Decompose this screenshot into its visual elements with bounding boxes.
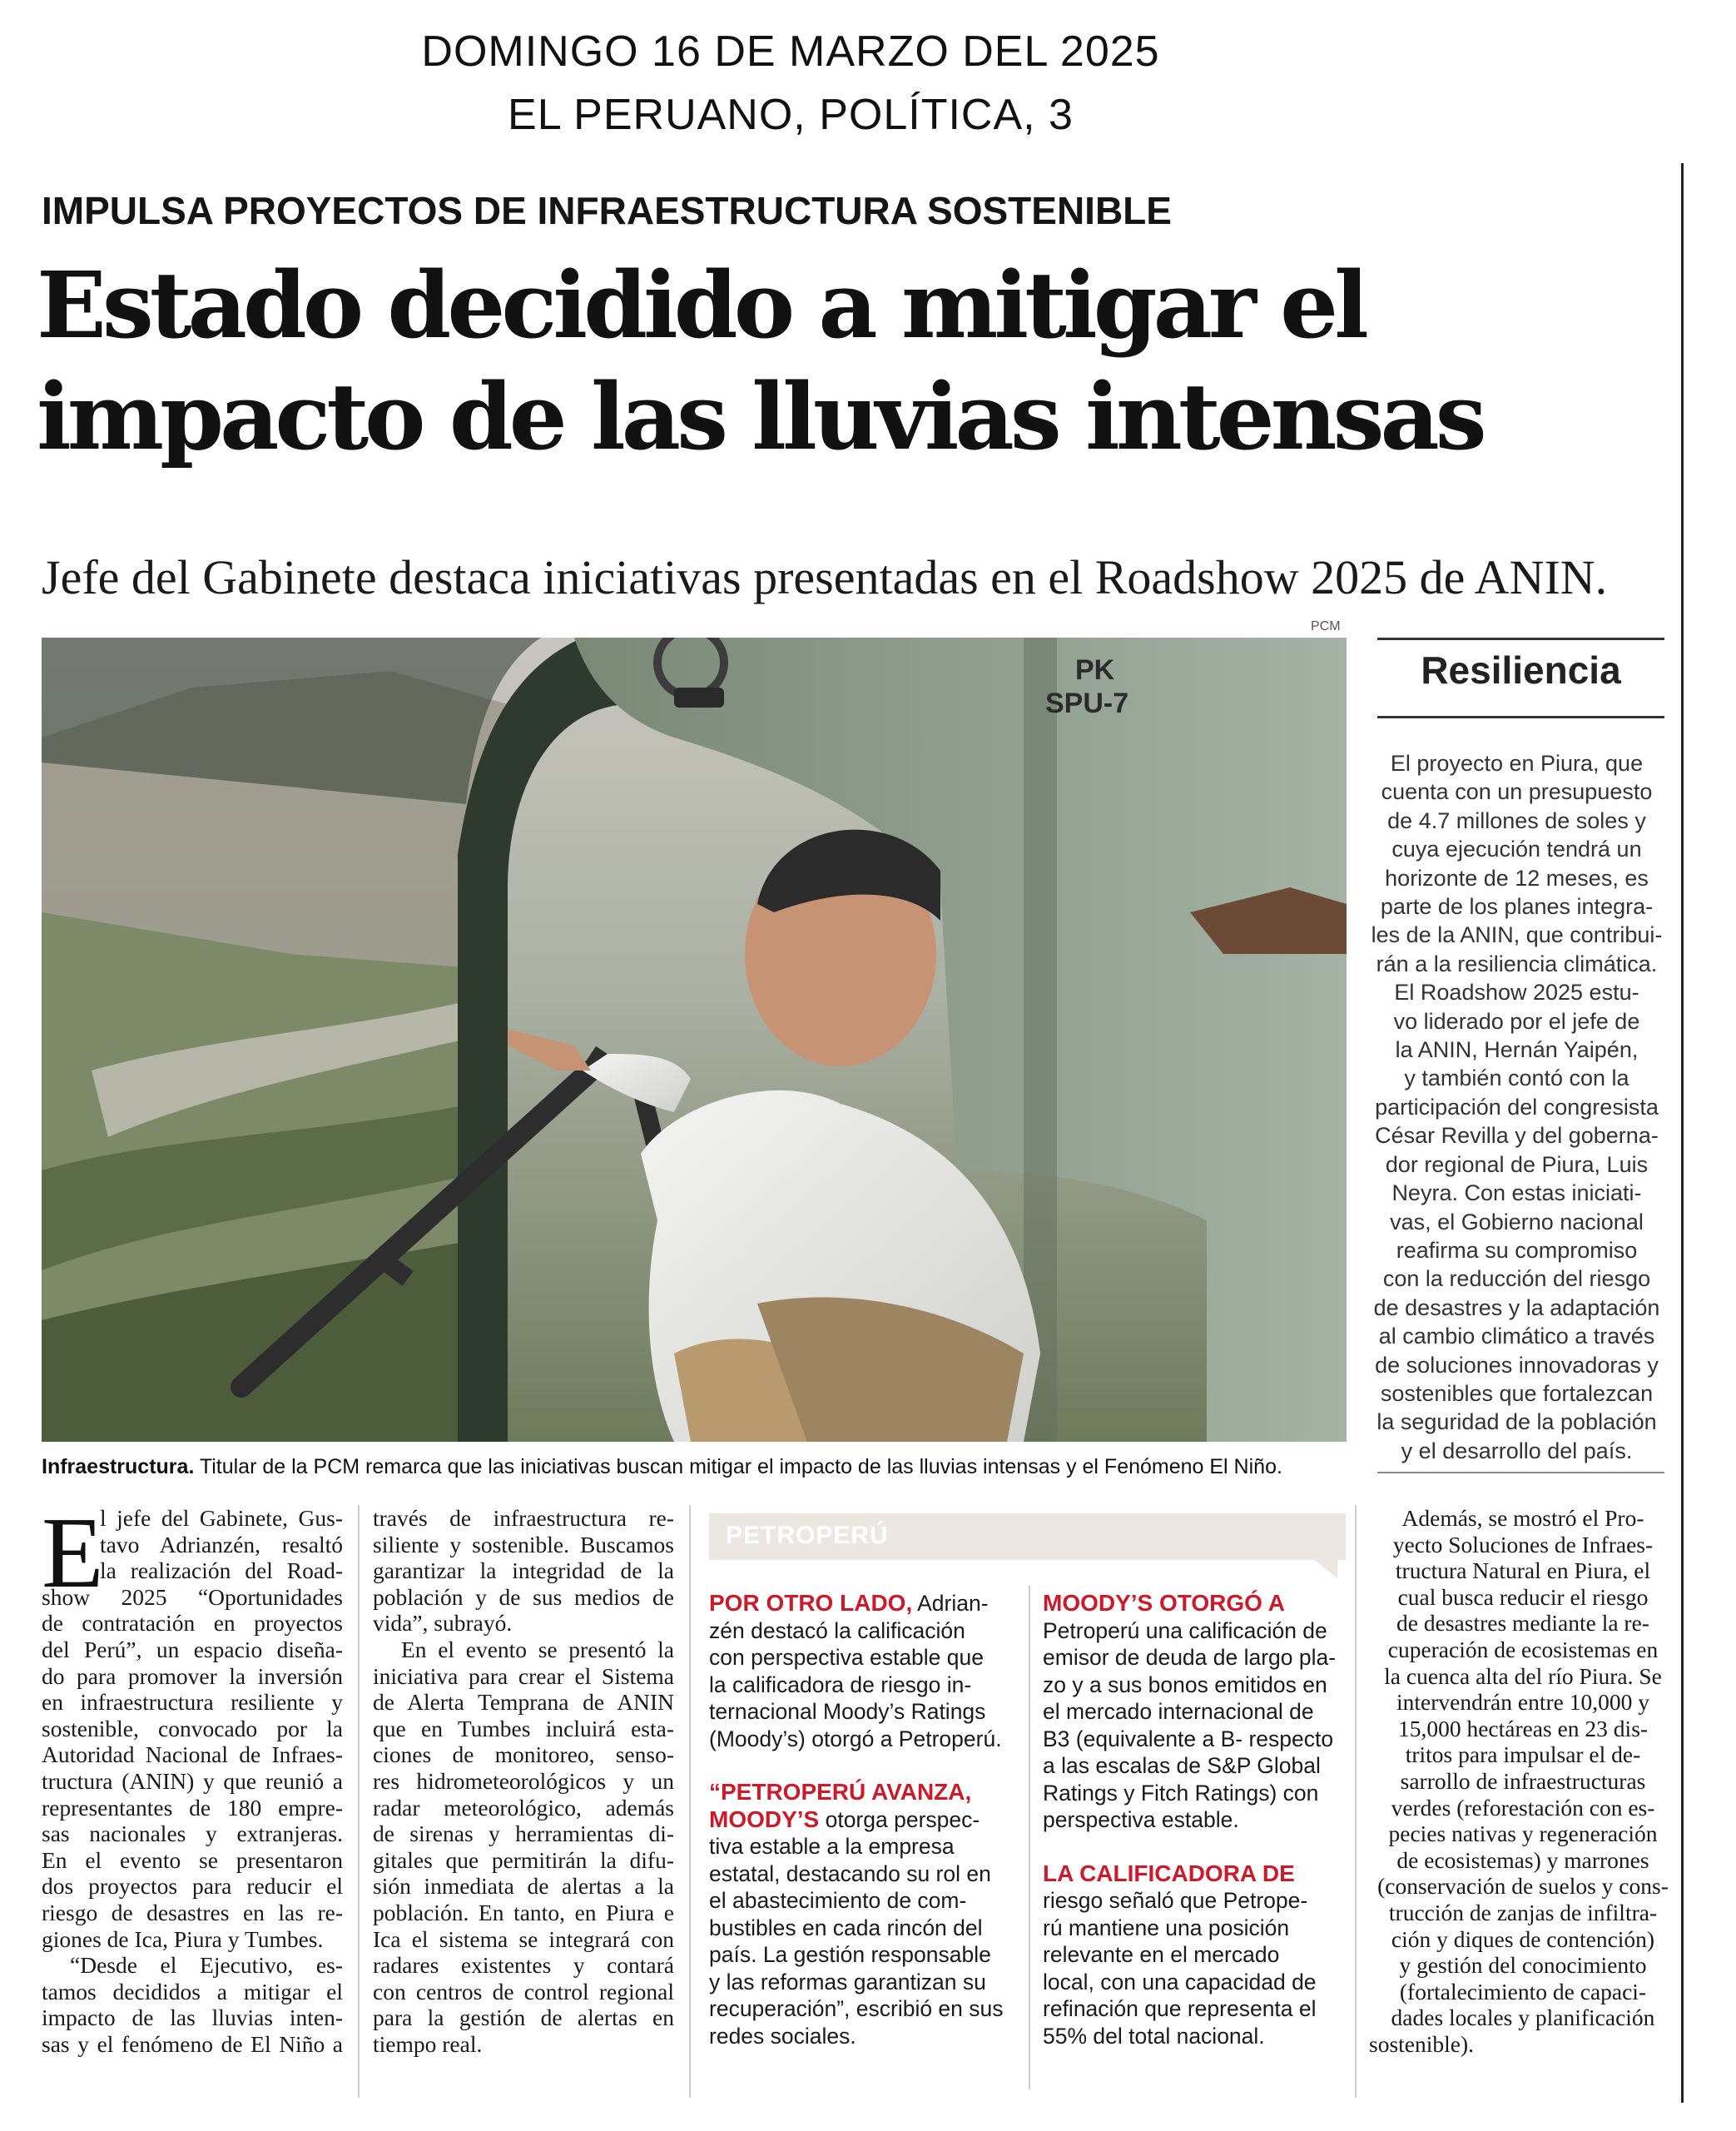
kicker: IMPULSA PROYECTOS DE INFRAESTRUCTURA SOSTENIBLE — [42, 189, 1172, 232]
petroperu-line: 55% del total nacional. — [1043, 2023, 1265, 2049]
body-line: y gestión del conocimiento — [1399, 1952, 1647, 1979]
sidebar-line: parte de los planes integra- — [1380, 894, 1654, 920]
petroperu-line: ternacional Moody’s Ratings — [709, 1699, 986, 1724]
sidebar-line: y también contó con la — [1404, 1066, 1629, 1091]
sidebar-line: dor regional de Piura, Luis — [1385, 1151, 1649, 1177]
sidebar-line: El proyecto en Piura, que — [1390, 751, 1644, 776]
petroperu-gap — [1043, 1834, 1336, 1860]
body-column-2 — [373, 1505, 674, 2057]
petroperu-tab — [709, 1513, 1346, 1560]
sidebar-line: reafirma su compromiso — [1396, 1237, 1638, 1263]
sidebar-rule-mid — [1377, 716, 1664, 718]
red-lead: MOODY’S — [709, 1806, 820, 1832]
body-line: Autoridad Nacional de Infraes- — [42, 1741, 343, 1768]
body-line: para la gestión de alertas en — [373, 2004, 674, 2031]
body-line: de desastres mediante la re- — [1396, 1610, 1649, 1637]
petroperu-line: recuperación”, escribió en sus — [709, 1996, 1004, 2021]
red-lead: “PETROPERÚ AVANZA, — [709, 1779, 972, 1805]
body-line: con centros de control regional — [373, 1978, 674, 2004]
body-line: riesgo de desastres en las re- — [42, 1899, 343, 1925]
sidebar-line: y el desarrollo del país. — [1401, 1438, 1633, 1463]
column-rule — [1355, 1505, 1357, 2098]
petroperu-column-1 — [709, 1590, 1004, 2049]
petroperu-line: (Moody’s) otorgó a Petroperú. — [709, 1726, 1002, 1751]
headline-line-2: impacto de las lluvias intensas — [37, 363, 1483, 470]
body-line: garantizar la integridad de la — [373, 1557, 674, 1584]
petroperu-gap — [709, 1752, 1004, 1779]
sidebar-line: cuenta con un presupuesto — [1381, 779, 1653, 805]
body-line: l jefe del Gabinete, Gus- — [100, 1505, 343, 1531]
sidebar-line: al cambio climático a través — [1378, 1324, 1655, 1349]
body-line: sostenible). — [1369, 2030, 1475, 2057]
petroperu-tab-notch — [1312, 1558, 1337, 1578]
sidebar-rule-top — [1377, 638, 1664, 640]
body-line: del Perú”, un espacio diseña- — [42, 1636, 343, 1662]
body-line: representantes de 180 empre- — [42, 1794, 343, 1821]
petroperu-line: estatal, destacando su rol en — [709, 1860, 991, 1886]
petroperu-line: tiva estable a la empresa — [709, 1834, 955, 1859]
body-line: show 2025 “Oportunidades — [42, 1583, 343, 1610]
petroperu-divider — [1029, 1586, 1030, 2089]
body-line: cuperación de ecosistemas en — [1387, 1636, 1659, 1662]
sidebar-line: vo liderado por el jefe de — [1393, 1008, 1640, 1034]
body-line: dades locales y planificación — [1391, 2004, 1655, 2031]
body-line: res hidrometeorológicos y un — [373, 1767, 674, 1794]
body-line: de sirenas y herramientas di- — [373, 1821, 674, 1847]
body-line: “Desde el Ejecutivo, es- — [70, 1952, 343, 1979]
body-line: En el evento se presentó la — [401, 1636, 674, 1662]
body-line: yecto Soluciones de Infraes- — [1392, 1531, 1654, 1557]
body-column-4 — [1369, 1505, 1677, 2057]
column-rule — [689, 1505, 691, 2098]
body-line: sas nacionales y extranjeras. — [42, 1821, 343, 1847]
body-line: población. En tanto, en Piura e — [373, 1899, 674, 1925]
body-line: cual busca reducir el riesgo — [1397, 1583, 1649, 1610]
sidebar-line: César Revilla y del goberna- — [1375, 1123, 1659, 1149]
red-lead: LA CALIFICADORA DE — [1043, 1860, 1295, 1886]
sidebar-line: con la reducción del riesgo — [1382, 1266, 1651, 1292]
red-lead: MOODY’S OTORGÓ A — [1043, 1590, 1285, 1616]
petroperu-line: local, con una capacidad de — [1043, 1969, 1317, 1994]
body-line: la realización del Road- — [100, 1557, 343, 1584]
photo-credit: PCM — [1311, 619, 1341, 633]
date-line: DOMINGO 16 DE MARZO DEL 2025 — [421, 27, 1160, 76]
body-line: de contratación en proyectos — [42, 1610, 343, 1637]
petroperu-line: con perspectiva estable que — [709, 1645, 984, 1670]
petroperu-line: redes sociales. — [709, 2023, 856, 2049]
petroperu-line: bustibles en cada rincón del — [709, 1915, 983, 1940]
hull-marking-spu7: SPU-7 — [1045, 688, 1129, 719]
headline — [37, 250, 1684, 473]
body-line: través de infraestructura re- — [373, 1505, 674, 1531]
body-line: sarrollo de infraestructuras — [1400, 1767, 1646, 1794]
body-line: que en Tumbes incluirá esta- — [373, 1715, 674, 1741]
petroperu-line: el abastecimiento de com- — [709, 1888, 967, 1913]
body-line: población y de sus medios de — [373, 1583, 674, 1610]
sidebar-text — [1365, 749, 1669, 1465]
petroperu-line: zo y a sus bonos emitidos en — [1043, 1672, 1327, 1697]
body-line: giones de Ica, Piura y Tumbes. — [42, 1925, 324, 1952]
body-line: pecies nativas y regeneración — [1388, 1821, 1658, 1847]
body-line: Además, se mostró el Pro- — [1401, 1505, 1644, 1531]
sidebar-line: les de la ANIN, que contribui- — [1371, 922, 1663, 948]
headline-line-1: Estado decidido a mitigar el — [37, 251, 1365, 359]
body-line: en infraestructura resiliente y — [42, 1689, 343, 1716]
sidebar-title: Resiliencia — [1421, 648, 1621, 692]
body-line: iniciativa para crear el Sistema — [373, 1662, 674, 1689]
body-line: sión inmediata de alertas a la — [373, 1873, 674, 1900]
body-line: Ica el sistema se integrará con — [373, 1925, 674, 1952]
body-line: sostenible, convocado por la — [42, 1715, 343, 1741]
drop-cap: E — [42, 1497, 104, 1609]
body-line: do para promover la inversión — [42, 1662, 343, 1689]
petroperu-line: B3 (equivalente a B- respecto — [1043, 1726, 1334, 1751]
body-line: intervendrán entre 10,000 y — [1396, 1689, 1649, 1716]
petroperu-line: perspectiva estable. — [1043, 1807, 1239, 1832]
petroperu-line: refinación que representa el — [1043, 1996, 1317, 2021]
petroperu-line: MOODY’S otorga perspec- — [709, 1806, 980, 1832]
petroperu-line: relevante en el mercado — [1043, 1942, 1280, 1967]
body-line: la cuenca alta del río Piura. Se — [1384, 1662, 1662, 1689]
body-line: tructura Natural en Piura, el — [1395, 1557, 1651, 1584]
body-line: vida”, subrayó. — [373, 1610, 513, 1637]
body-line: siliente y sostenible. Buscamos — [373, 1531, 674, 1557]
body-line: trucción de zanjas de infiltra- — [1388, 1899, 1658, 1925]
sidebar-line: de 4.7 millones de soles y — [1387, 807, 1646, 833]
sidebar-line: horizonte de 12 meses, es — [1385, 865, 1649, 891]
body-line: dos proyectos para reducir el — [42, 1873, 343, 1900]
petroperu-line: país. La gestión responsable — [709, 1942, 991, 1967]
body-line: de ecosistemas) y marrones — [1396, 1846, 1649, 1873]
hull-marking-pk: PK — [1075, 654, 1115, 686]
body-line: sas y el fenómeno de El Niño a — [42, 2030, 343, 2057]
caption-label: Infraestructura. — [42, 1455, 195, 1478]
body-line: verdes (reforestación con es- — [1391, 1794, 1655, 1821]
sidebar-line: vas, el Gobierno nacional — [1390, 1209, 1644, 1234]
petroperu-line: y las reformas garantizan su — [709, 1969, 986, 1994]
body-line: 15,000 hectáreas en 23 dis- — [1397, 1715, 1649, 1741]
sidebar-line: Neyra. Con estas iniciati- — [1391, 1180, 1642, 1206]
sidebar-line: de soluciones innovadoras y — [1375, 1352, 1659, 1378]
petroperu-line: riesgo señaló que Petrope- — [1043, 1888, 1308, 1913]
sidebar-rule-bottom — [1377, 1472, 1664, 1473]
body-line: gitales que permitirán la difu- — [373, 1846, 674, 1873]
body-line: (fortalecimiento de capaci- — [1399, 1978, 1647, 2004]
petroperu-line: el mercado internacional de — [1043, 1699, 1314, 1724]
sidebar-line: de desastres y la adaptación — [1373, 1294, 1660, 1320]
sidebar-line: participación del congresista — [1375, 1094, 1659, 1120]
petroperu-column-2 — [1043, 1590, 1336, 2049]
body-line: radares existentes y contará — [373, 1952, 674, 1979]
body-line: de Alerta Temprana de ANIN — [373, 1689, 674, 1716]
sidebar-line: la seguridad de la población — [1376, 1409, 1657, 1435]
sidebar-line: sostenibles que fortalezcan — [1380, 1380, 1654, 1406]
body-line: impacto de las lluvias inten- — [42, 2004, 343, 2031]
body-line: tavo Adrianzén, resaltó — [100, 1531, 343, 1557]
petroperu-line: rú mantiene una posición — [1043, 1915, 1290, 1940]
helicopter-photo — [42, 638, 1347, 1442]
sidebar-line: la ANIN, Hernán Yaipén, — [1395, 1037, 1639, 1063]
body-line: (conservación de suelos y cons- — [1377, 1873, 1669, 1900]
body-line: tamos decididos a mitigar el — [42, 1978, 343, 2004]
petroperu-line: a las escalas de S&P Global — [1043, 1753, 1321, 1778]
caption-text: Titular de la PCM remarca que las iniciativas buscan mitigar el impacto de las lluvias intensas y el Fenómeno El Niño. — [194, 1455, 1282, 1478]
red-lead: POR OTRO LADO, — [709, 1590, 913, 1616]
petroperu-label: PETROPERÚ — [726, 1522, 889, 1549]
sidebar-line: rán a la resiliencia climática. — [1376, 951, 1658, 976]
petroperu-line: Petroperú una calificación de — [1043, 1617, 1327, 1643]
petroperu-line: la calificadora de riesgo in- — [709, 1672, 972, 1697]
photo-caption — [42, 1455, 1348, 1479]
body-line: tritos para impulsar el de- — [1405, 1741, 1641, 1768]
body-column-1 — [42, 1497, 343, 2057]
sidebar-line: El Roadshow 2025 estu- — [1394, 980, 1639, 1006]
body-line: tructura (ANIN) y que reunió a — [42, 1767, 343, 1794]
body-line: radar meteorológico, además — [373, 1794, 674, 1821]
petroperu-line: zén destacó la calificación — [709, 1617, 965, 1643]
sidebar-line: cuya ejecución tendrá un — [1391, 837, 1642, 862]
petroperu-line: POR OTRO LADO, Adrian- — [709, 1590, 989, 1616]
body-line: tiempo real. — [373, 2030, 483, 2057]
column-rule — [358, 1505, 360, 2098]
dek: Jefe del Gabinete destaca iniciativas presentadas en el Roadshow 2025 de ANIN. — [42, 550, 1608, 604]
petroperu-line: emisor de deuda de largo pla- — [1043, 1645, 1337, 1670]
body-line: ción y diques de contención) — [1391, 1925, 1655, 1952]
petroperu-line: Ratings y Fitch Ratings) con — [1043, 1780, 1319, 1806]
body-line: En el evento se presentaron — [42, 1846, 343, 1873]
body-line: ciones de monitoreo, senso- — [373, 1741, 674, 1768]
section-line: EL PERUANO, POLÍTICA, 3 — [508, 91, 1074, 139]
